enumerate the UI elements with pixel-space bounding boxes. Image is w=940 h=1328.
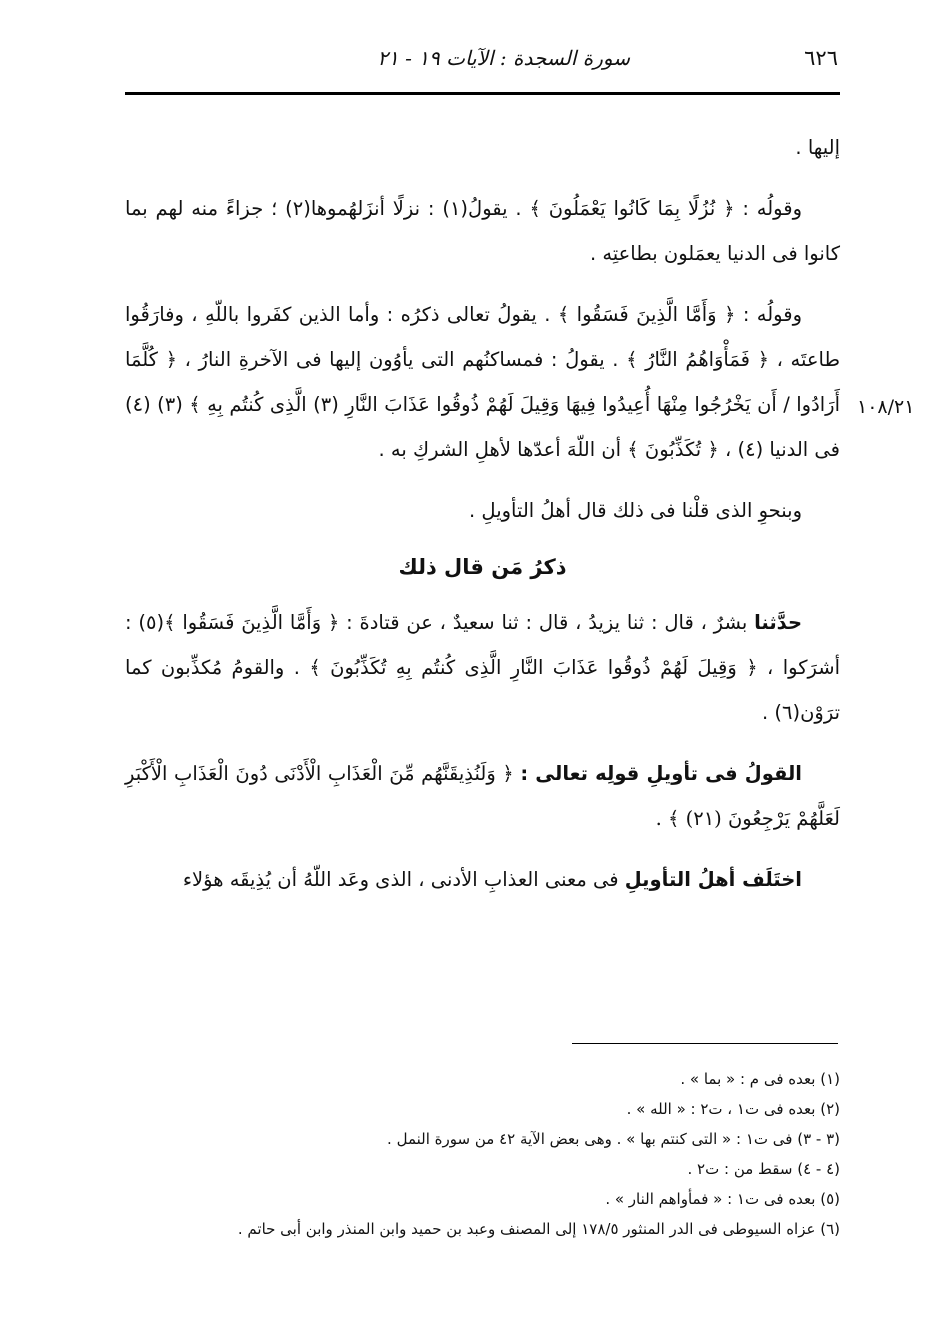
spacer xyxy=(125,735,840,751)
paragraph-5 xyxy=(125,600,840,735)
footnotes xyxy=(125,1064,840,1244)
paragraph-7-lead: اختَلَف أهلُ التأويلِ xyxy=(624,868,802,891)
spacer xyxy=(125,276,840,292)
footnote-1: (١) بعده فى م : « بما » . xyxy=(680,1070,840,1088)
paragraph-7 xyxy=(125,857,840,902)
main-text xyxy=(125,125,840,902)
page-number: ٦٢٦ xyxy=(804,46,838,70)
margin-reference: ١٠٨/٢١ xyxy=(857,396,915,418)
paragraph-6 xyxy=(125,751,840,841)
page-header xyxy=(125,40,840,76)
spacer xyxy=(125,170,840,186)
paragraph-5-text: بشرٌ ، قال : ثنا يزيدُ ، قال : ثنا سعيدٌ ، عن قتادةَ : ﴿ وَأَمَّا الَّذِينَ فَسَقُوا ﴾(٥) : أشرَكوا ، ﴿ وَقِيلَ لَهُمْ ذُوقُوا عَذَابَ النَّارِ الَّذِى كُنتُم بِهِ تُكَذِّبُونَ ﴾ . والقومُ مُكذِّبون كما ترَوْن(٦) . xyxy=(125,611,840,724)
paragraph-7-text: فى معنى العذابِ الأدنى ، الذى وعَد اللّهُ أن يُذِيقَه هؤلاء xyxy=(182,868,625,891)
paragraph-2: وقولُه : ﴿ نُزُلًا بِمَا كَانُوا يَعْمَلُونَ ﴾ . يقولُ(١) : نزلًا أنزَلهُموها(٢) ؛ جزاءً منه لهم بما كانوا فى الدنيا يعمَلون بطاعتِه . xyxy=(125,197,840,265)
paragraph-1: إليها . xyxy=(795,136,840,159)
paragraph-5-lead: حدَّثنا xyxy=(754,611,802,634)
spacer xyxy=(125,472,840,488)
paragraph-6-lead: القولُ فى تأويلِ قولِه تعالى : xyxy=(520,762,802,785)
footnote-5: (٥) بعده فى ت١ : « فمأواهم النار » . xyxy=(605,1190,840,1208)
paragraph-6-verse: ﴿ وَلَنُذِيقَنَّهُم مِّنَ الْعَذَابِ الْأَدْنَى دُونَ الْعَذَابِ الْأَكْبَرِ لَعَلَّهُمْ يَرْجِعُونَ (٢١) ﴾ . xyxy=(125,762,840,830)
footnote-rule xyxy=(572,1043,838,1044)
footnote-3: (٣ - ٣) فى ت١ : « التى كنتم بها » . وهى بعض الآية ٤٢ من سورة النمل . xyxy=(387,1130,840,1148)
section-heading: ذكرُ مَن قال ذلك xyxy=(398,555,567,579)
header-rule xyxy=(125,92,840,95)
paragraph-3: وقولُه : ﴿ وَأَمَّا الَّذِينَ فَسَقُوا ﴾ . يقولُ تعالى ذكرُه : وأما الذين كفَروا باللّهِ ، وفارَقُوا طاعتَه ، ﴿ فَمَأْوَاهُمُ النَّارُ ﴾ . يقولُ : فمساكنُهم التى يأوُون إليها فى الآخرةِ النارُ ، ﴿ كُلَّمَا أَرَادُوا / أَن يَخْرُجُوا مِنْهَا أُعِيدُوا فِيهَا وَقِيلَ لَهُمْ ذُوقُوا عَذَابَ النَّارِ (٣) الَّذِى كُنتُم بِهِ ﴾ (٣) (٤) فى الدنيا (٤) ، ﴿ تُكَذِّبُونَ ﴾ أن اللّهَ أعدّها لأهلِ الشركِ به . xyxy=(125,303,841,461)
footnote-2: (٢) بعده فى ت١ ، ت٢ : « الله » . xyxy=(626,1100,840,1118)
footnote-6: (٦) عزاه السيوطى فى الدر المنثور ١٧٨/٥ إلى المصنف وعبد بن حميد وابن المنذر وابن أبى حاتم . xyxy=(237,1220,840,1238)
spacer xyxy=(125,841,840,857)
footnote-4: (٤ - ٤) سقط من : ت٢ . xyxy=(687,1160,840,1178)
running-title: سورة السجدة : الآيات ١٩ - ٢١ xyxy=(377,46,630,70)
paragraph-4: وبنحوِ الذى قلْنا فى ذلك قال أهلُ التأويلِ . xyxy=(469,499,802,522)
